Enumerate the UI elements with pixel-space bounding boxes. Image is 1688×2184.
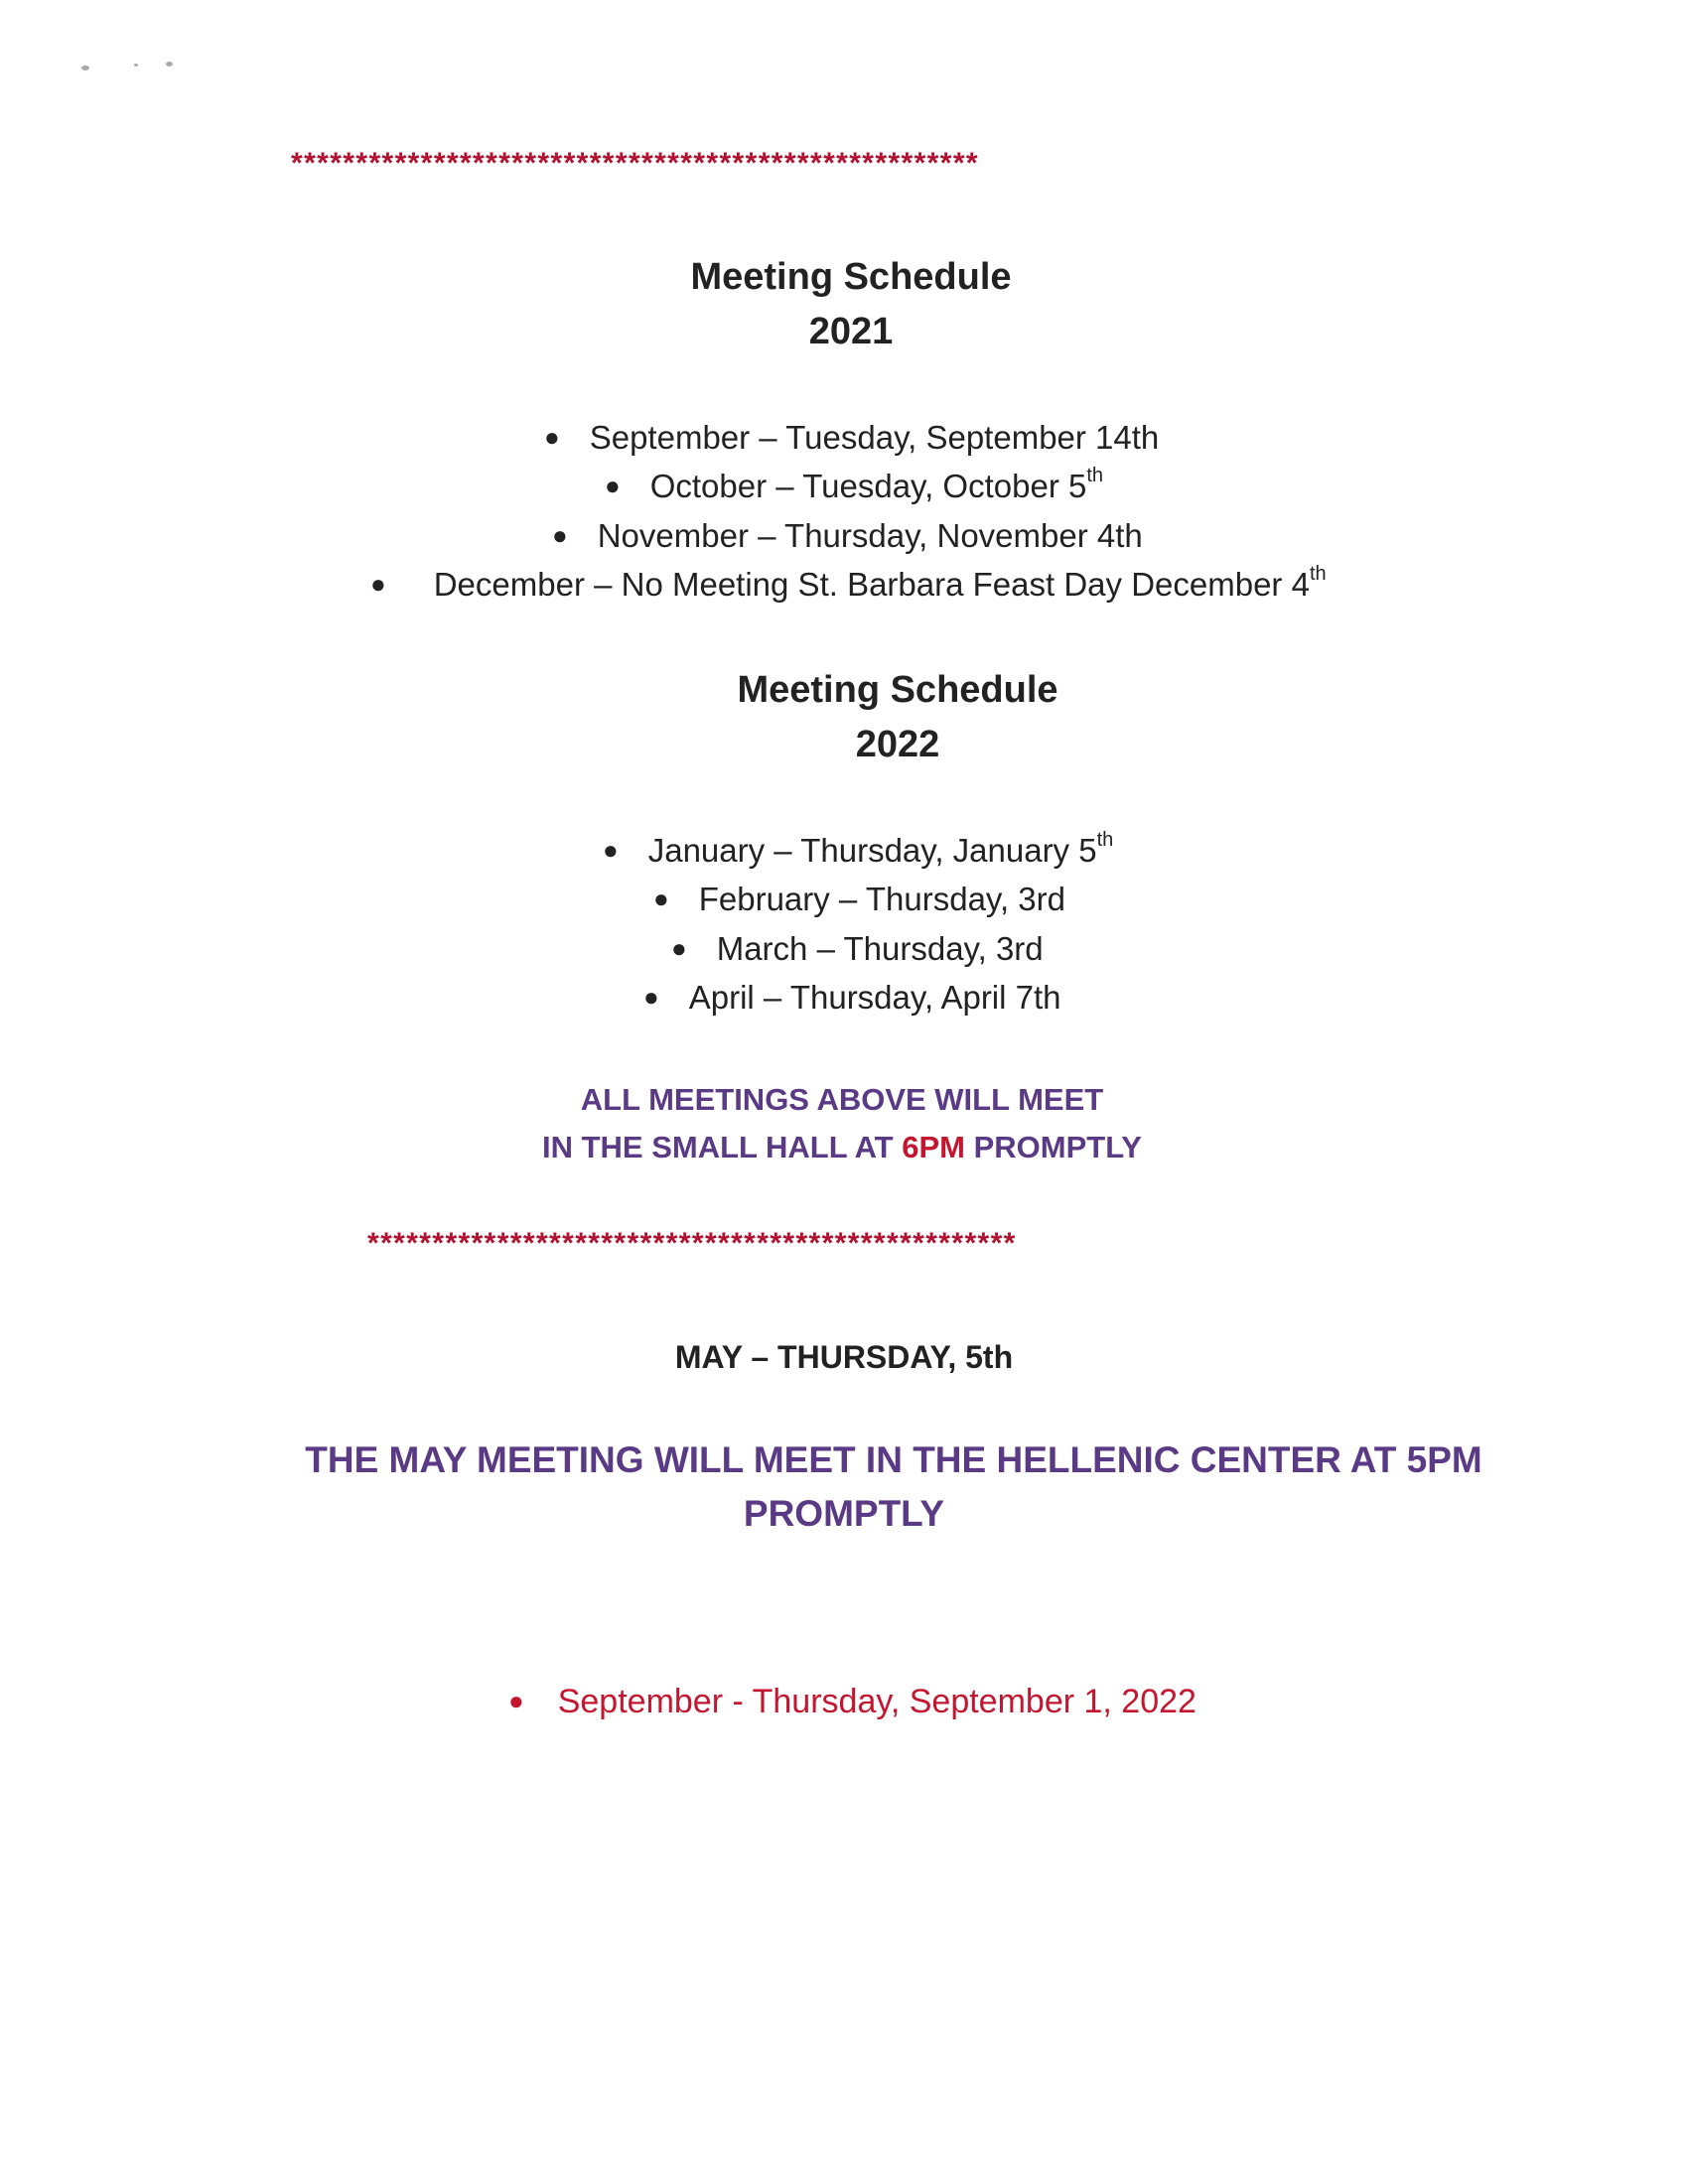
- list-item: [544, 421, 1159, 454]
- bullet-icon: ●: [370, 569, 386, 599]
- may-notice-line-2: PROMPTLY: [743, 1493, 945, 1534]
- may-location-notice: [0, 1433, 1688, 1541]
- may-heading: MAY – THURSDAY, 5th: [674, 1339, 1014, 1375]
- schedule-2021-title: Meeting Schedule: [690, 256, 1012, 298]
- may-notice-line-1: THE MAY MEETING WILL MEET IN THE HELLENIC CENTER AT 5PM: [305, 1439, 1482, 1480]
- notice-text: IN THE SMALL HALL AT: [542, 1130, 903, 1164]
- list-item-text: January – Thursday, January 5: [647, 832, 1097, 869]
- list-item-text: December – No Meeting St. Barbara Feast Day December 4: [433, 566, 1310, 603]
- schedule-2022-year: 2022: [855, 724, 940, 765]
- bullet-icon: ●: [653, 884, 669, 913]
- scan-speck: [81, 66, 89, 70]
- september-2022-text: September - Thursday, September 1, 2022: [557, 1683, 1196, 1720]
- scan-speck: [134, 64, 138, 67]
- middle-star-divider: **************************************************: [367, 1227, 1017, 1260]
- list-item: [605, 465, 1104, 504]
- list-item: [370, 563, 1327, 603]
- scan-speck: [166, 62, 173, 67]
- list-item-text: April – Thursday, April 7th: [688, 979, 1061, 1016]
- notice-line-1: ALL MEETINGS ABOVE WILL MEET: [580, 1082, 1104, 1117]
- schedule-2021-year: 2021: [808, 311, 894, 352]
- list-item: [653, 883, 1065, 915]
- bullet-icon: ●: [671, 933, 687, 963]
- bullet-icon: ●: [643, 982, 659, 1012]
- notice-line-2: [0, 1124, 1686, 1171]
- list-item-superscript: th: [1309, 563, 1327, 585]
- bullet-icon: ●: [552, 520, 568, 550]
- list-item: [643, 981, 1061, 1014]
- list-item: [552, 519, 1143, 552]
- list-item-text: February – Thursday, 3rd: [698, 881, 1066, 917]
- bullet-icon: ●: [605, 471, 621, 500]
- bullet-icon: ●: [508, 1686, 524, 1715]
- list-item-text: March – Thursday, 3rd: [716, 930, 1044, 967]
- bullet-icon: ●: [544, 422, 560, 452]
- list-item-text: October – Tuesday, October 5: [649, 468, 1087, 504]
- list-item-superscript: th: [1096, 829, 1114, 851]
- notice-time: 6PM: [902, 1130, 965, 1164]
- list-item: [603, 829, 1114, 869]
- list-item: [671, 932, 1044, 965]
- bullet-icon: ●: [603, 835, 619, 865]
- meeting-location-notice: [0, 1076, 1686, 1171]
- september-2022-item: [508, 1683, 1196, 1721]
- top-star-divider: *****************************************************: [291, 147, 979, 180]
- notice-text: PROMPTLY: [964, 1130, 1142, 1164]
- schedule-2022-title: Meeting Schedule: [737, 669, 1058, 711]
- list-item-text: November – Thursday, November 4th: [597, 517, 1143, 554]
- list-item-text: September – Tuesday, September 14th: [589, 419, 1160, 456]
- list-item-superscript: th: [1086, 465, 1104, 486]
